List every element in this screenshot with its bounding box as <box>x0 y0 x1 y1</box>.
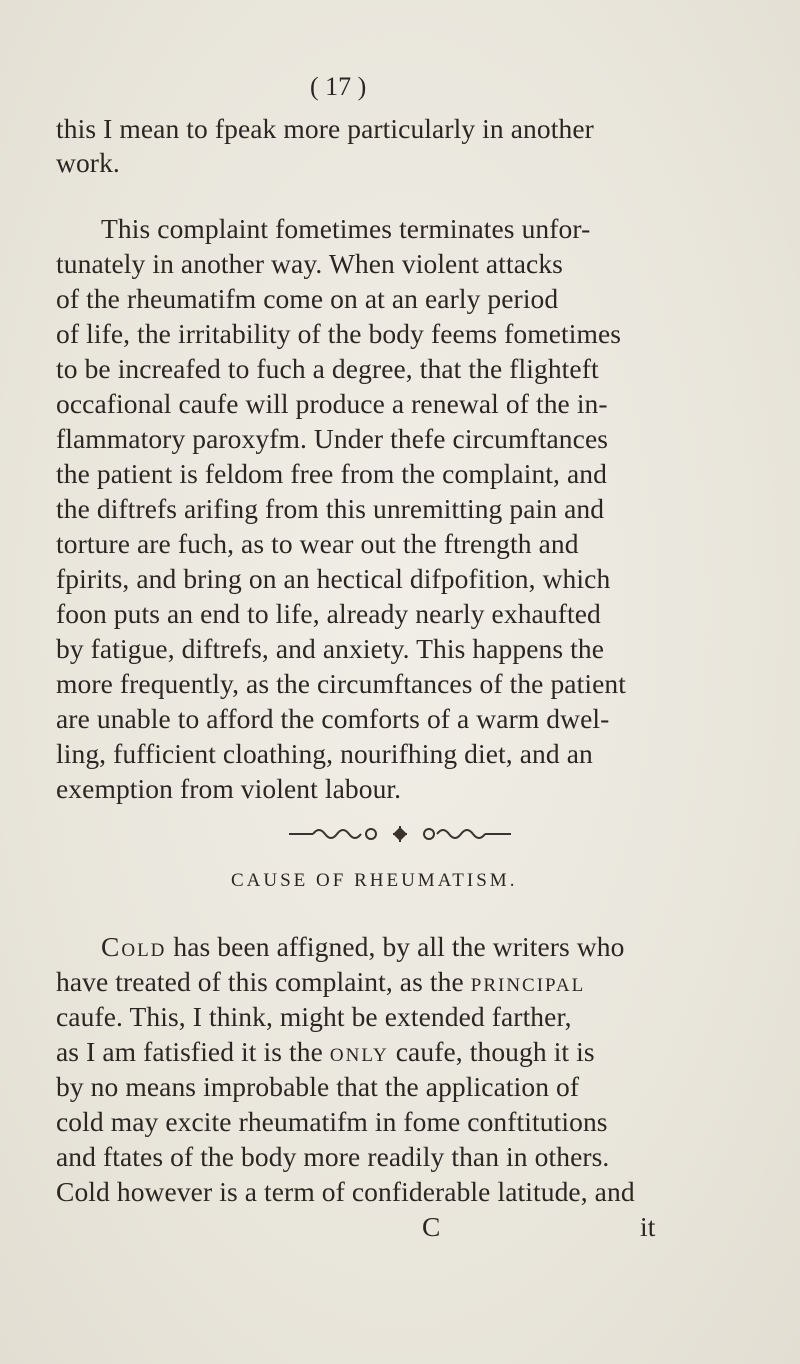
text-line: and ftates of the body more readily than in others. <box>56 1141 610 1172</box>
text-line: This complaint fometimes terminates unfor- <box>101 213 591 244</box>
text-line: have treated of this complaint, as the principal <box>56 966 586 997</box>
text-line: to be increafed to fuch a degree, that the flighteft <box>56 353 599 384</box>
text-line: tunately in another way. When violent attacks <box>56 248 563 279</box>
text-line: foon puts an end to life, already nearly exhaufted <box>56 598 601 629</box>
text-line: are unable to afford the comforts of a warm dwel- <box>56 703 610 734</box>
text-line: exemption from violent labour. <box>56 773 402 804</box>
catchword: it <box>640 1211 656 1242</box>
section-heading: CAUSE OF RHEUMATISM. <box>231 870 518 891</box>
small-caps-text: only <box>329 1036 389 1067</box>
text-line: Cold however is a term of confiderable latitude, and <box>56 1176 635 1207</box>
printer-ornament <box>287 822 515 846</box>
text-line: of the rheumatifm come on at an early period <box>56 283 559 314</box>
small-caps-text: principal <box>470 966 586 997</box>
text-line: of life, the irritability of the body feems fometimes <box>56 318 622 349</box>
page-number: ( 17 ) <box>310 72 367 101</box>
text-line: the patient is feldom free from the complaint, and <box>56 458 607 489</box>
text-line: as I am fatisfied it is the only caufe, though it is <box>56 1036 595 1067</box>
text-line: more frequently, as the circumftances of the patient <box>56 668 626 699</box>
text-line: cold may excite rheumatifm in fome conftitutions <box>56 1106 608 1137</box>
text-line: occafional caufe will produce a renewal of the in- <box>56 388 608 419</box>
text-line: flammatory paroxyfm. Under thefe circumftances <box>56 423 609 454</box>
text-line: by no means improbable that the application of <box>56 1071 580 1102</box>
text-line: this I mean to fpeak more particularly in another <box>56 113 594 144</box>
text-line: work. <box>56 147 120 178</box>
text-line: torture are fuch, as to wear out the ftrength and <box>56 528 579 559</box>
text-line: by fatigue, diftrefs, and anxiety. This happens the <box>56 633 605 664</box>
text-line: caufe. This, I think, might be extended farther, <box>56 1001 572 1032</box>
text-line: the diftrefs arifing from this unremitting pain and <box>56 493 605 524</box>
text-line: fpirits, and bring on an hectical difpofition, which <box>56 563 611 594</box>
text-line: ling, fufficient cloathing, nourifhing diet, and an <box>56 738 593 769</box>
signature-mark: C <box>422 1211 441 1242</box>
small-caps-text: Cold <box>101 931 167 962</box>
text-line: Cold has been affigned, by all the writers who <box>101 931 625 962</box>
